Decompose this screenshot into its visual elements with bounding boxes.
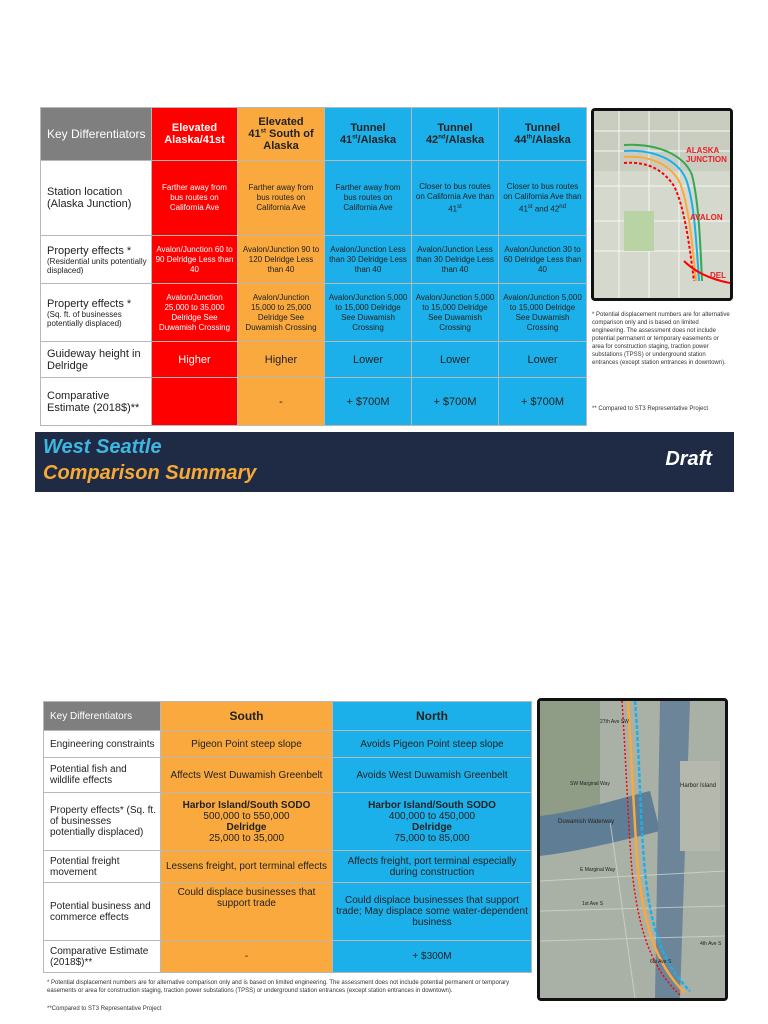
cell-business-c5: Avalon/Junction 5,000 to 15,000 Delridge See Duwamish Crossing — [499, 284, 587, 342]
cell-business-c1: Avalon/Junction 25,000 to 35,000 Delridge See Duwamish Crossing — [152, 284, 238, 342]
map-label-4th-ave: 4th Ave S — [700, 941, 722, 947]
map-label-1st-ave: 1st Ave S — [582, 901, 604, 907]
banner-draft-label: Draft — [665, 448, 712, 470]
t2-cell-south: Could displace businesses that support trade — [161, 883, 333, 941]
cell-estimate-c1 — [152, 378, 238, 426]
header-key-differentiators: Key Differentiators — [41, 108, 152, 161]
duwamish-crossing-comparison-table — [43, 701, 532, 973]
t2-row-label: Potential fish and wildlife effects — [44, 758, 161, 793]
cell-residential-c2: Avalon/Junction 90 to 120 Delridge Less than 40 — [238, 236, 325, 284]
header-tunnel-41st: Tunnel 41st/Alaska — [325, 108, 412, 161]
t2-cell-south: Pigeon Point steep slope — [161, 731, 333, 758]
t2-cell-south: Lessens freight, port terminal effects — [161, 851, 333, 883]
cell-estimate-c5: + $700M — [499, 378, 587, 426]
header-elevated-41st-south: Elevated 41st South of Alaska — [238, 108, 325, 161]
map-label-6th-ave: 6th Ave S — [650, 959, 672, 965]
cell-station-c5: Closer to bus routes on California Ave than 41st and 42nd — [499, 161, 587, 236]
row-label-residential-effects: Property effects * (Residential units potentially displaced) — [41, 236, 152, 284]
map-label-sw-marginal: SW Marginal Way — [570, 781, 610, 787]
row-label-business-effects: Property effects * (Sq. ft. of businesses potentially displaced) — [41, 284, 152, 342]
t2-header-key-differentiators: Key Differentiators — [44, 702, 161, 731]
cell-guideway-c3: Lower — [325, 342, 412, 378]
cell-estimate-c2: - — [238, 378, 325, 426]
duwamish-crossing-map — [537, 698, 728, 1001]
t2-row-label: Property effects* (Sq. ft. of businesses potentially displaced) — [44, 793, 161, 851]
cell-guideway-c5: Lower — [499, 342, 587, 378]
cell-estimate-c3: + $700M — [325, 378, 412, 426]
t2-cell-north: Harbor Island/South SODO 400,000 to 450,000 Delridge 75,000 to 85,000 — [333, 793, 532, 851]
map-graphic-duwamish — [540, 701, 725, 998]
map-label-junction: JUNCTION — [686, 155, 727, 164]
cell-residential-c1: Avalon/Junction 60 to 90 Delridge Less than 40 — [152, 236, 238, 284]
map-label-27th-ave: 27th Ave SW — [600, 719, 629, 725]
cell-station-c2: Farther away from bus routes on California Ave — [238, 161, 325, 236]
t2-row-label: Potential business and commerce effects — [44, 883, 161, 941]
t2-header-south: South — [161, 702, 333, 731]
slide2-footnote-st3: **Compared to ST3 Representative Project — [47, 1006, 162, 1012]
header-tunnel-42nd: Tunnel 42nd/Alaska — [412, 108, 499, 161]
row-label-station-location: Station location (Alaska Junction) — [41, 161, 152, 236]
t2-row-label: Potential freight movement — [44, 851, 161, 883]
cell-residential-c5: Avalon/Junction 30 to 60 Delridge Less than 40 — [499, 236, 587, 284]
map-label-duwamish-waterway: Duwamish Waterway — [558, 819, 615, 825]
cell-station-c3: Farther away from bus routes on California Ave — [325, 161, 412, 236]
t2-cell-north: Could displace businesses that support trade; May displace some water-dependent business — [333, 883, 532, 941]
west-seattle-comparison-table — [40, 107, 587, 426]
row-label-guideway-height: Guideway height in Delridge — [41, 342, 152, 378]
map-graphic — [594, 111, 730, 298]
t2-cell-south: - — [161, 941, 333, 973]
header-tunnel-44th: Tunnel 44th/Alaska — [499, 108, 587, 161]
t2-header-north: North — [333, 702, 532, 731]
banner-title-comparison-summary: Comparison Summary — [43, 462, 257, 484]
t2-cell-north: Avoids West Duwamish Greenbelt — [333, 758, 532, 793]
map-label-harbor-island: Harbor Island — [680, 783, 717, 789]
comparison-summary-banner — [35, 432, 734, 492]
cell-station-c1: Farther away from bus routes on California Ave — [152, 161, 238, 236]
cell-residential-c3: Avalon/Junction Less than 30 Delridge Less than 40 — [325, 236, 412, 284]
t2-row-label: Engineering constraints — [44, 731, 161, 758]
header-elevated-alaska-41st: Elevated Alaska/41st — [152, 108, 238, 161]
map-label-avalon: AVALON — [690, 213, 723, 222]
map-label-alaska: ALASKA — [686, 146, 720, 155]
cell-business-c3: Avalon/Junction 5,000 to 15,000 Delridge See Duwamish Crossing — [325, 284, 412, 342]
slide1-footnote-displacement: * Potential displacement numbers are for alternative comparison only and is based on limited engineering. The assessment does not include potential permanent or temporary easements or area for construction staging, traction power substations (TPSS) or underground station entrances (except station entrances in downtown). — [592, 312, 730, 366]
slide1-footnote-st3: ** Compared to ST3 Representative Project — [592, 406, 709, 412]
cell-station-c4: Closer to bus routes on California Ave than 41st — [412, 161, 499, 236]
banner-title-west-seattle: West Seattle — [43, 436, 162, 458]
t2-cell-south: Affects West Duwamish Greenbelt — [161, 758, 333, 793]
t2-cell-north: + $300M — [333, 941, 532, 973]
t2-cell-north: Avoids Pigeon Point steep slope — [333, 731, 532, 758]
cell-guideway-c4: Lower — [412, 342, 499, 378]
cell-guideway-c1: Higher — [152, 342, 238, 378]
cell-business-c2: Avalon/Junction 15,000 to 25,000 Delridge See Duwamish Crossing — [238, 284, 325, 342]
map-label-del: DEL — [710, 271, 726, 280]
t2-cell-south: Harbor Island/South SODO 500,000 to 550,000 Delridge 25,000 to 35,000 — [161, 793, 333, 851]
t2-row-label: Comparative Estimate (2018$)** — [44, 941, 161, 973]
slide2-footnote-displacement: * Potential displacement numbers are for alternative comparison only and is based on limited engineering. The assessment does not include potential permanent or temporary easements or area for construction staging, traction power substations (TPSS) or underground station entrances (except station entrances in downtown). — [47, 980, 510, 994]
cell-guideway-c2: Higher — [238, 342, 325, 378]
t2-cell-north: Affects freight, port terminal especially during construction — [333, 851, 532, 883]
cell-business-c4: Avalon/Junction 5,000 to 15,000 Delridge See Duwamish Crossing — [412, 284, 499, 342]
map-label-e-marginal: E Marginal Way — [580, 867, 616, 873]
row-label-comparative-estimate: Comparative Estimate (2018$)** — [41, 378, 152, 426]
cell-residential-c4: Avalon/Junction Less than 30 Delridge Less than 40 — [412, 236, 499, 284]
cell-estimate-c4: + $700M — [412, 378, 499, 426]
west-seattle-alignment-map — [591, 108, 733, 301]
